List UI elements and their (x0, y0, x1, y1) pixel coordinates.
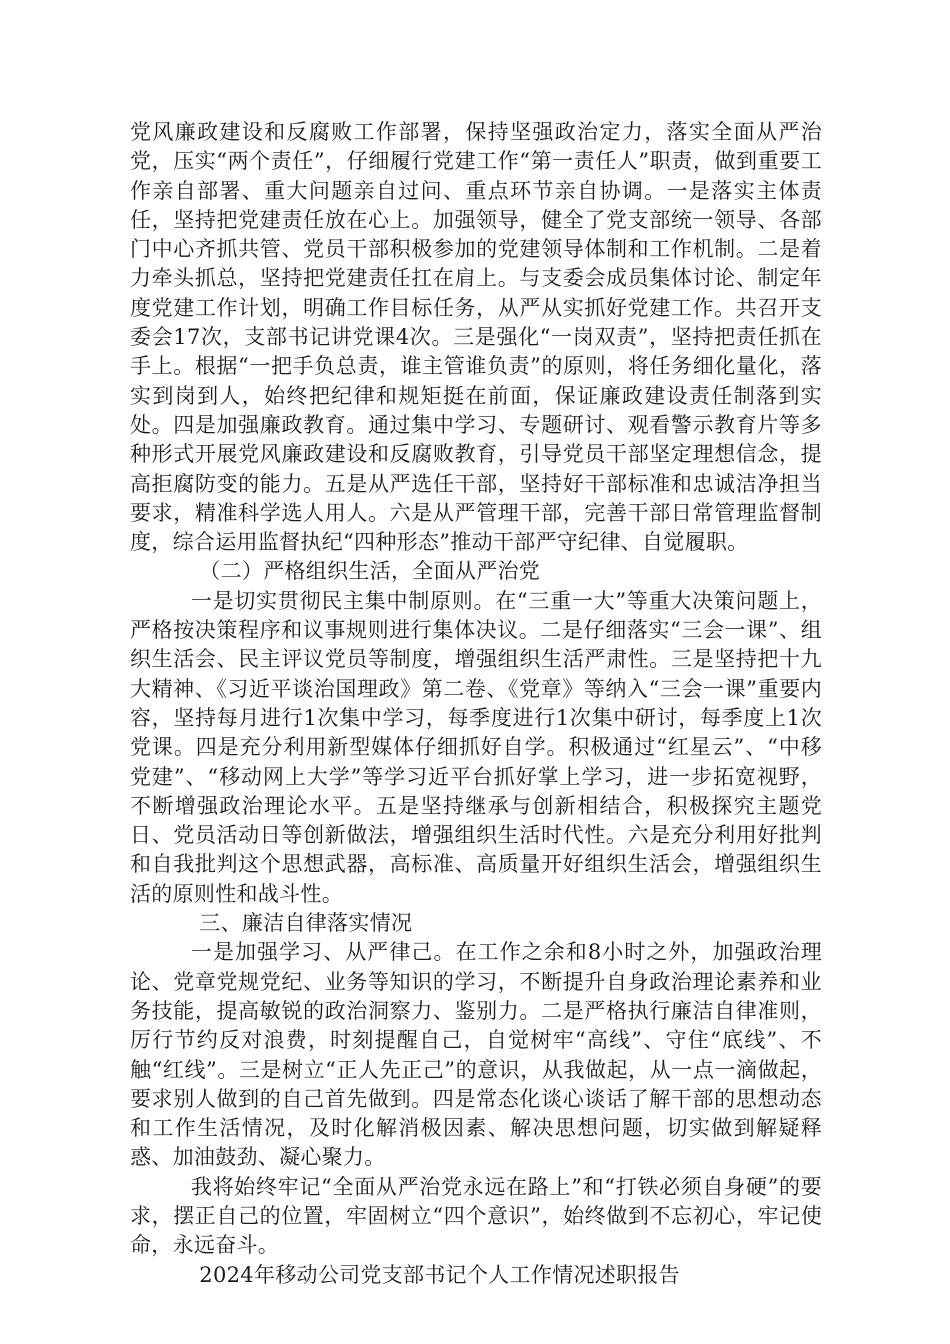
section-heading-2: （二）严格组织生活，全面从严治党 (199, 559, 541, 584)
report-title: 2024年移动公司党支部书记个人工作情况述职报告 (199, 1262, 680, 1287)
section-heading-3: 三、廉洁自律落实情况 (199, 911, 413, 936)
body-paragraph-3: 一是加强学习、从严律己。在工作之余和8小时之外，加强政治理论、党章党规党纪、业务等知识的学习，不断提升自身政治理论素养和业务技能，提高敏锐的政治洞察力、鉴别力。二是严格执行廉洁自律准则，厉行节约反对浪费，时刻提醒自己，自觉树牢“高线”、守住“底线”、不触“红线”。三是树立“正人先正己”的意识，从我做起，从一点一滴做起，要求别人做到的自己首先做到。四是常态化谈心谈话了解干部的思想动态和工作生活情况，及时化解消极因素、解决思想问题，切实做到解疑释惑、加油鼓劲、凝心聚力。 (130, 940, 822, 1170)
document-page (130, 118, 822, 1290)
body-paragraph-1: 党风廉政建设和反腐败工作部署，保持坚强政治定力，落实全面从严治党，压实“两个责任”，仔细履行党建工作“第一责任人”职责，做到重要工作亲自部署、重大问题亲自过问、重点环节亲自协调。一是落实主体责任，坚持把党建责任放在心上。加强领导，健全了党支部统一领导、各部门中心齐抓共管、党员干部积极参加的党建领导体制和工作机制。二是着力牵头抓总，坚持把党建责任扛在肩上。与支委会成员集体讨论、制定年度党建工作计划，明确工作目标任务，从严从实抓好党建工作。共召开支委会17次，支部书记讲党课4次。三是强化“一岗双责”，坚持把责任抓在手上。根据“一把手负总责，谁主管谁负责”的原则，将任务细化量化，落实到岗到人，始终把纪律和规矩挺在前面，保证廉政建设责任制落到实处。四是加强廉政教育。通过集中学习、专题研讨、观看警示教育片等多种形式开展党风廉政建设和反腐败教育，引导党员干部坚定理想信念，提高拒腐防变的能力。五是从严选任干部，坚持好干部标准和忠诚洁净担当要求，精准科学选人用人。六是从严管理干部，完善干部日常管理监督制度，综合运用监督执纪“四种形态”推动干部严守纪律、自觉履职。 (130, 120, 822, 555)
closing-paragraph: 我将始终牢记“全面从严治党永远在路上”和“打铁必须自身硬”的要求，摆正自己的位置，牢固树立“四个意识”，始终做到不忘初心，牢记使命，永远奋斗。 (130, 1174, 822, 1258)
body-paragraph-2: 一是切实贯彻民主集中制原则。在“三重一大”等重大决策问题上，严格按决策程序和议事规则进行集体决议。二是仔细落实“三会一课”、组织生活会、民主评议党员等制度，增强组织生活严肃性。三是坚持把十九大精神、《习近平谈治国理政》第二卷、《党章》等纳入“三会一课”重要内容，坚持每月进行1次集中学习，每季度进行1次集中研讨，每季度上1次党课。四是充分利用新型媒体仔细抓好自学。积极通过“红星云”、“中移党建”、“移动网上大学”等学习近平台抓好掌上学习，进一步拓宽视野，不断增强政治理论水平。五是坚持继承与创新相结合，积极探究主题党日、党员活动日等创新做法，增强组织生活时代性。六是充分利用好批判和自我批判这个思想武器，高标准、高质量开好组织生活会，增强组织生活的原则性和战斗性。 (130, 588, 822, 906)
